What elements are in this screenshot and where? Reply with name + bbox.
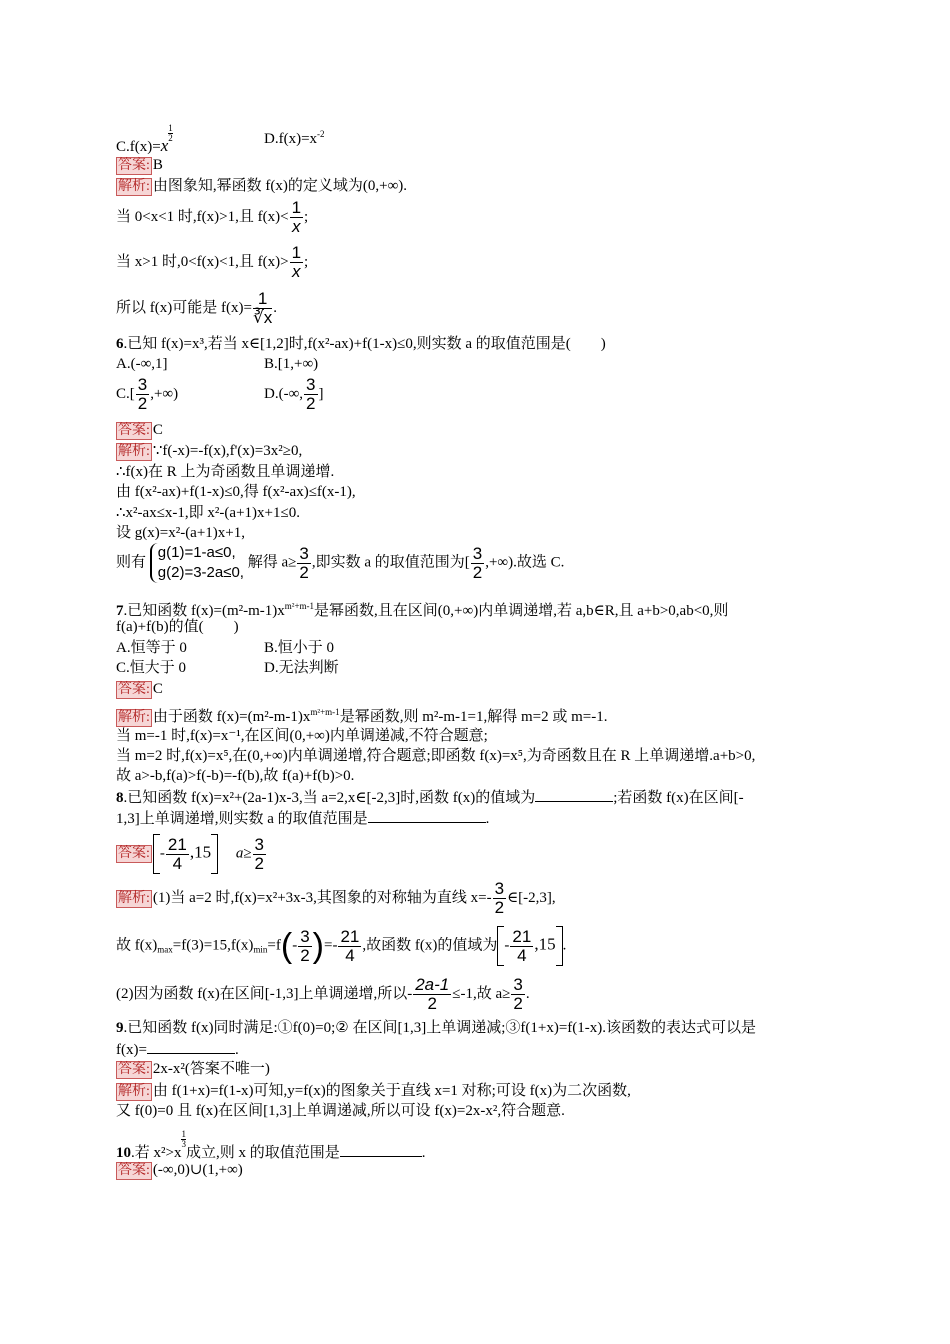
q6-analysis-1: 解析: ∵f(-x)=-f(x),f'(x)=3x²≥0,: [118, 443, 303, 459]
q6-analysis-3: 由 f(x²-ax)+f(1-x)≤0,得 f(x²-ax)≤f(x-1),: [116, 484, 356, 500]
q7-answer: 答案: C: [118, 681, 163, 697]
q10-stem: 10.若 x²>x $\frac{1}{3}$ 成立,则 x 的取值范围是 .: [116, 1129, 426, 1161]
q8-analysis-2: 故 $f(x)_{max}=f(3)=15,f(x)_{min}=f(-$ $\frac{3}{2}$ )=- $\frac{21}{4}$ ,故函数 f(x)的值域为 - $\frac{21}{4}$ ,15 .: [116, 926, 567, 965]
q6-option-d: D.(-∞, $\frac{3}{2}$ ]: [264, 375, 324, 413]
q7-option-b: B.恒小于 0: [264, 640, 335, 656]
q6-analysis-4: ∴x²-ax≤x-1,即 x²-(a+1)x+1≤0.: [116, 505, 300, 521]
q9-stem-1: 9.已知函数 f(x)同时满足:①f(0)=0;② 在区间[1,3]上单调递减;③f(1+x)=f(1-x).该函数的表达式可以是: [116, 1020, 757, 1036]
q6-analysis-2: ∴f(x)在 R 上为奇函数且单调递增.: [116, 464, 335, 480]
answer-tag: 答案:: [118, 682, 150, 697]
q8-analysis-3: (2)因为函数 f(x)在区间[-1,3]上单调递增,所以- $\frac{2a-1}{2}$ ≤-1,故 a≥ $\frac{3}{2}$ .: [116, 975, 530, 1013]
answer-tag: 答案:: [118, 846, 150, 862]
equation-system: g(1)=1-a≤0, g(2)=3-2a≤0,: [150, 543, 244, 583]
q8-stem-1: 8.已知函数 f(x)=x²+(2a-1)x-3,当 a=2,x∈[-2,3]时,函数 f(x)的值域为 ;若函数 f(x)在区间[-: [116, 787, 744, 808]
q7-analysis-2: 当 m=-1 时,f(x)=x⁻¹,在区间(0,+∞)内单调递减,不符合题意;: [116, 728, 488, 744]
q6-option-a: A.(-∞,1]: [116, 356, 168, 372]
answer-tag: 答案:: [118, 158, 150, 173]
q9-analysis-2: 又 f(0)=0 且 f(x)在区间[1,3]上单调递减,所以可设 f(x)=2x-x²,符合题意.: [116, 1103, 565, 1119]
q7-option-a: A.恒等于 0: [116, 640, 187, 656]
q8-blank-2: [368, 808, 486, 823]
q5-option-c: C.f(x)=x $\frac{1}{2}$: [116, 123, 173, 155]
analysis-tag: 解析:: [118, 710, 150, 725]
q7-stem-2: f(a)+f(b)的值( ): [116, 619, 239, 635]
q10-blank: [340, 1142, 422, 1157]
q7-stem-1: 7.已知函数 $f(x)=(m^2-m-1)x^{m^2+m-1}$是幂函数,且在区间(0,+∞)内单调递增,若 a,b∈R,且 a+b>0,ab<0,则: [116, 601, 729, 619]
q5-analysis-2: 当 0<x<1 时,f(x)>1,且 f(x)< $\frac{1}{x}$ ;: [116, 198, 309, 236]
q8-analysis-1: 解析: (1)当 a=2 时,f(x)=x²+3x-3,其图象的对称轴为直线 x=- $\frac{3}{2}$ ∈[-2,3],: [118, 879, 556, 917]
q6-option-b: B.[1,+∞): [264, 356, 319, 372]
q5-option-d: $D.f(x)=x^{-2}$: [264, 129, 325, 147]
q9-analysis-1: 解析: 由 f(1+x)=f(1-x)可知,y=f(x)的图象关于直线 x=1 对称;可设 f(x)为二次函数,: [118, 1083, 631, 1099]
q7-analysis-1: 解析: 由于函数 $f(x)=(m^2-m-1)x^{m^2+m-1}$是幂函数,则 m²-m-1=1,解得 m=2 或 m=-1.: [118, 707, 608, 725]
answer-tag: 答案:: [118, 1163, 150, 1178]
answer-tag: 答案:: [118, 423, 150, 438]
q5-analysis-1: 解析: 由图象知,幂函数 f(x)的定义域为(0,+∞).: [118, 178, 408, 194]
q7-analysis-4: 故 a>-b,f(a)>f(-b)=-f(b),故 f(a)+f(b)>0.: [116, 768, 355, 784]
q8-stem-2: 1,3]上单调递增,则实数 a 的取值范围是 .: [116, 808, 489, 829]
analysis-tag: 解析:: [118, 1084, 150, 1099]
q7-option-c: C.恒大于 0: [116, 660, 187, 676]
q6-analysis-6: 则有 g(1)=1-a≤0, g(2)=3-2a≤0, 解得 a≥ $\frac{3}{2}$ ,即实数 a 的取值范围为[ $\frac{3}{2}$ ,+∞).故选 C.: [116, 543, 565, 582]
q6-answer: 答案: C: [118, 422, 163, 438]
q5-analysis-3: 当 x>1 时,0<f(x)<1,且 f(x)> $\frac{1}{x}$ ;: [116, 243, 309, 281]
analysis-tag: 解析:: [118, 444, 150, 459]
q9-blank: [147, 1039, 235, 1054]
q7-option-d: D.无法判断: [264, 660, 339, 676]
q5-analysis-4: 所以 f(x)可能是 f(x)= $\frac{1}{∛x}$ .: [116, 289, 278, 327]
q7-analysis-3: 当 m=2 时,f(x)=x⁵,在(0,+∞)内单调递增,符合题意;即函数 f(x)=x⁵,为奇函数且在 R 上单调递增.a+b>0,: [116, 748, 756, 764]
analysis-tag: 解析:: [118, 890, 150, 906]
analysis-tag: 解析:: [118, 179, 150, 194]
q8-answer: 答案: - $\frac{21}{4}$ ,15 a≥ $\frac{3}{2}$: [118, 834, 265, 873]
q9-stem-2: f(x)= .: [116, 1039, 239, 1060]
q10-answer: 答案: (-∞,0)∪(1,+∞): [118, 1162, 243, 1178]
q6-stem: 6.已知 f(x)=x³,若当 x∈[1,2]时,f(x²-ax)+f(1-x)≤0,则实数 a 的取值范围是( ): [116, 336, 606, 352]
answer-tag: 答案:: [118, 1062, 150, 1077]
q6-option-c: C.[ $\frac{3}{2}$ ,+∞): [116, 375, 179, 413]
q8-blank-1: [535, 787, 613, 802]
q5-answer: 答案: B: [118, 157, 163, 173]
q9-answer: 答案: 2x-x²(答案不唯一): [118, 1061, 270, 1077]
q6-analysis-5: 设 g(x)=x²-(a+1)x+1,: [116, 525, 246, 541]
